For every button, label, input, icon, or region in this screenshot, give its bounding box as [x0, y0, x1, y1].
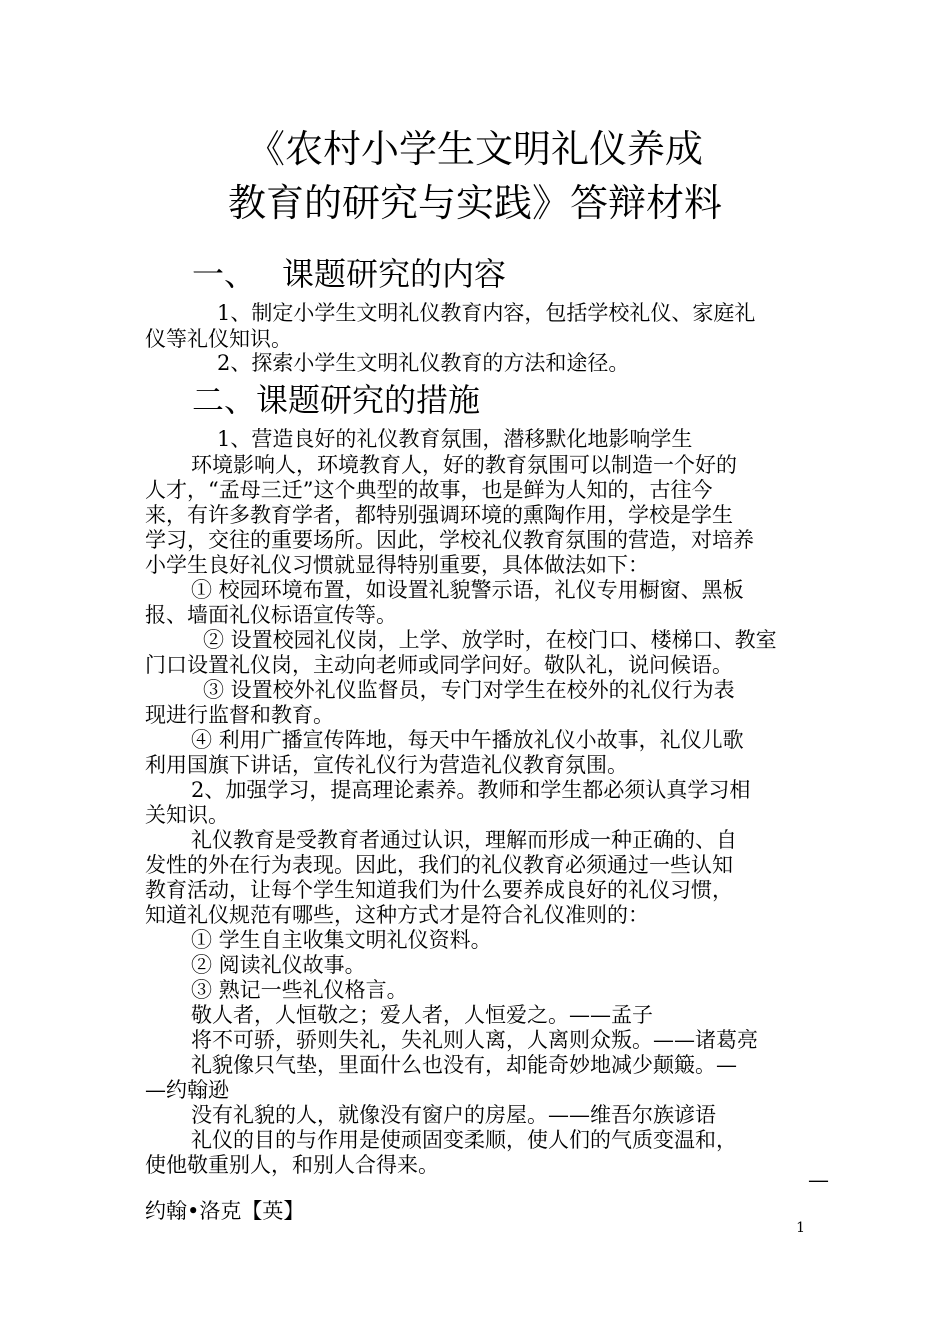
paragraph-line: 门口设置礼仪岗，主动向老师或同学问好。敬队礼，说问候语。 [145, 653, 733, 677]
section-1-heading-number: 一、 [192, 255, 257, 293]
paragraph-line: 礼仪教育是受教育者通过认识，理解而形成一种正确的、自 [191, 828, 737, 852]
paragraph-line: 报、墙面礼仪标语宣传等。 [145, 603, 397, 627]
paragraph-line: 发性的外在行为表现。因此，我们的礼仪教育必须通过一些认知 [145, 853, 733, 877]
paragraph-line: 环境影响人，环境教育人，好的教育氛围可以制造一个好的 [191, 453, 737, 477]
section-1-heading: 课题研究的内容 [282, 255, 507, 293]
paragraph-line: 人才，“孟母三迁”这个典型的故事，也是鲜为人知的，古往今 [145, 478, 713, 502]
quote-line: 礼仪的目的与作用是使顽固变柔顺，使人们的气质变温和， [191, 1128, 737, 1152]
quote-line: 礼貌像只气垫，里面什么也没有，却能奇妙地减少颠簸。— [191, 1053, 737, 1077]
paragraph-line: 利用国旗下讲话，宣传礼仪行为营造礼仪教育氛围。 [145, 753, 628, 777]
quote-line: 没有礼貌的人，就像没有窗户的房屋。——维吾尔族谚语 [191, 1103, 716, 1127]
list-item: ③ 熟记一些礼仪格言。 [191, 978, 408, 1002]
paragraph-line: 知道礼仪规范有哪些，这种方式才是符合礼仪准则的： [145, 903, 649, 927]
quote-attribution: 约翰•洛克【英】 [145, 1199, 305, 1223]
quote-line: —约翰逊 [145, 1078, 229, 1102]
paragraph-line: 2、探索小学生文明礼仪教育的方法和途径。 [217, 351, 630, 375]
paragraph-line: 来，有许多教育学者，都特别强调环境的熏陶作用，学校是学生 [145, 503, 733, 527]
document-title-line-2: 教育的研究与实践》答辩材料 [227, 181, 722, 225]
list-item: ① 校园环境布置，如设置礼貌警示语，礼仪专用橱窗、黑板 [191, 578, 744, 602]
subheading-line: 1、营造良好的礼仪教育氛围，潜移默化地影响学生 [217, 427, 693, 451]
list-item: ① 学生自主收集文明礼仪资料。 [191, 928, 492, 952]
subheading-line: 2、加强学习，提高理论素养。教师和学生都必须认真学习相 [191, 778, 751, 802]
paragraph-line: 小学生良好礼仪习惯就显得特别重要，具体做法如下： [145, 553, 649, 577]
quote-line: 使他敬重别人，和别人合得来。 [145, 1153, 439, 1177]
paragraph-line: 仪等礼仪知识。 [145, 327, 292, 351]
paragraph-line: 学习，交往的重要场所。因此，学校礼仪教育氛围的营造，对培养 [145, 528, 754, 552]
section-2-heading: 二、课题研究的措施 [192, 381, 481, 419]
list-item: ② 设置校园礼仪岗，上学、放学时，在校门口、楼梯口、教室 [203, 628, 777, 652]
list-item: ③ 设置校外礼仪监督员，专门对学生在校外的礼仪行为表 [203, 678, 735, 702]
paragraph-line: 关知识。 [145, 803, 229, 827]
paragraph-line: 现进行监督和教育。 [145, 703, 334, 727]
list-item: ④ 利用广播宣传阵地，每天中午播放礼仪小故事，礼仪儿歌 [191, 728, 744, 752]
document-title-line-1: 《农村小学生文明礼仪养成 [246, 127, 703, 171]
paragraph-line: 1、制定小学生文明礼仪教育内容，包括学校礼仪、家庭礼 [217, 301, 756, 325]
quote-line: 将不可骄，骄则失礼，失礼则人离，人离则众叛。——诸葛亮 [191, 1028, 758, 1052]
paragraph-line: 教育活动，让每个学生知道我们为什么要养成良好的礼仪习惯， [145, 878, 733, 902]
quote-line: 敬人者，人恒敬之；爱人者，人恒爱之。——孟子 [191, 1003, 653, 1027]
list-item: ② 阅读礼仪故事。 [191, 953, 366, 977]
page-number: 1 [796, 1220, 805, 1236]
attribution-dash: — [808, 1168, 829, 1192]
